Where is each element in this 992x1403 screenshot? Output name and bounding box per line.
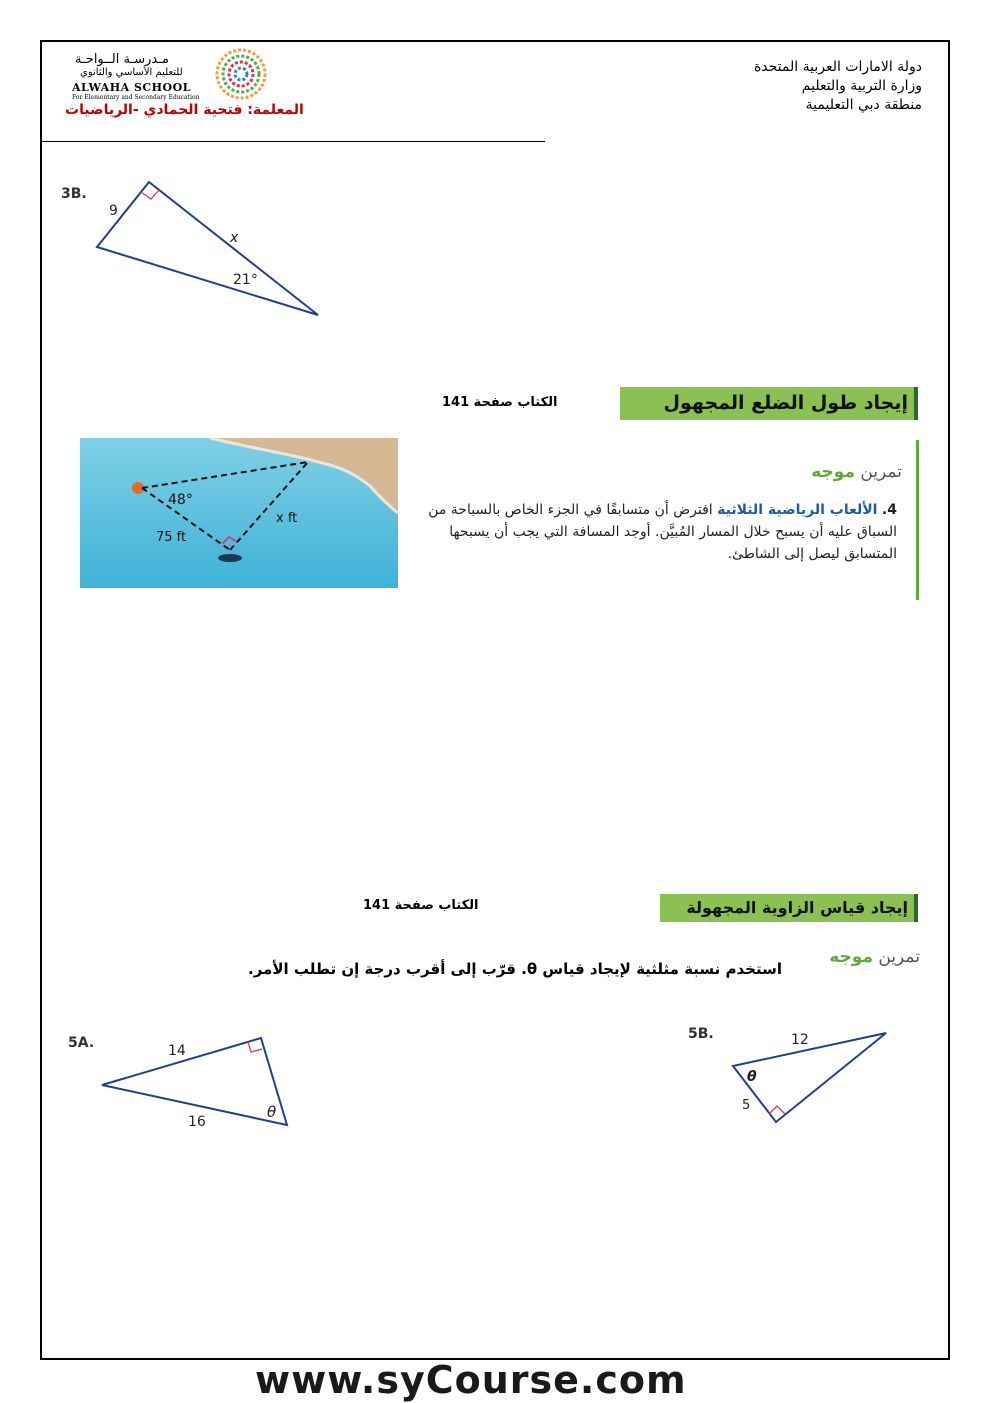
angle-5a: θ [267,1103,277,1121]
footer-website: www.syCourse.com [255,1358,687,1402]
guided-gray-2: تمرين [878,947,920,967]
header-divider [40,141,545,142]
school-name-arabic-sub: للتعليم الأساسي والثانوي [80,67,183,78]
side-label-4: 75 ft [156,530,187,545]
ministry-block [754,58,922,115]
problem-5a-label: 5A. [68,1035,95,1051]
guided-rule-1 [916,440,919,600]
swimmer-icon [218,554,242,562]
guided-green-1: موجه [811,462,855,482]
side-label-3b: 9 [109,203,118,219]
side-bottom-5a: 16 [188,1114,206,1130]
guided-gray-1: تمرين [860,462,902,482]
right-angle-mark-3b [141,190,159,199]
angle-label-4: 48° [168,492,193,508]
section-title-1: إيجاد طول الضلع المجهول [620,387,918,420]
ministry-line-zone: منطقة دبي التعليمية [805,97,922,113]
problem-4-text [425,499,897,565]
book-ref-2: الكتاب صفحة 141 [363,898,479,913]
guided-practice-title-2 [829,947,920,967]
ministry-line-country: دولة الامارات العربية المتحدة [753,59,922,75]
problem-4-number: 4. [881,502,897,518]
right-angle-mark-5b [769,1106,785,1114]
teacher-name: المعلمة: فتحية الحمادي -الرياضيات [65,102,304,118]
problem-4-body: افترض أن متسابقًا في الجزء الخاص بالسباحة من السباق عليه أن يسبح خلال المسار المُبيَّن. أوجد المسافة التي يجب أن يسبحها المتسابق ليصل إلى الشاطئ. [428,502,897,562]
side-left-5b: 5 [742,1098,751,1113]
section-2-instruction: استخدم نسبة مثلثية لإيجاد قياس θ. قرّب إلى أقرب درجة إن تطلب الأمر. [248,960,782,978]
ministry-line-ministry: وزارة التربية والتعليم [801,78,922,94]
school-name-english-sub: For Elementary and Secondary Education [72,94,200,101]
side-top-5b: 12 [791,1032,809,1048]
book-ref-1: الكتاب صفحة 141 [442,395,558,410]
triathlon-figure [80,438,398,588]
problem-5b-label: 5B. [688,1026,714,1042]
triangle-5a-diagram [60,1028,320,1138]
right-angle-mark-5a [248,1042,262,1052]
section-title-2: إيجاد قياس الزاوية المجهولة [660,894,918,922]
angle-5b: θ [747,1069,757,1085]
problem-3b-label: 3B. [61,186,87,202]
unknown-label-4: x ft [276,511,298,526]
guided-green-2: موجه [829,947,873,967]
unknown-label-3b: x [230,230,239,246]
angle-label-3b: 21° [233,272,258,288]
triangle-5a [102,1038,287,1125]
school-name-english: ALWAHA SCHOOL [72,81,191,94]
triangle-3b-diagram [55,170,355,330]
triangle-5b-diagram [685,1020,895,1130]
problem-4-topic: الألعاب الرياضية الثلاثية [717,502,878,518]
school-name-arabic: مـدرسـة الــواحـة [75,52,170,67]
triangle-3b [97,182,318,315]
school-logo-icon [205,46,277,102]
guided-practice-title-1 [811,462,902,482]
side-top-5a: 14 [168,1043,186,1059]
